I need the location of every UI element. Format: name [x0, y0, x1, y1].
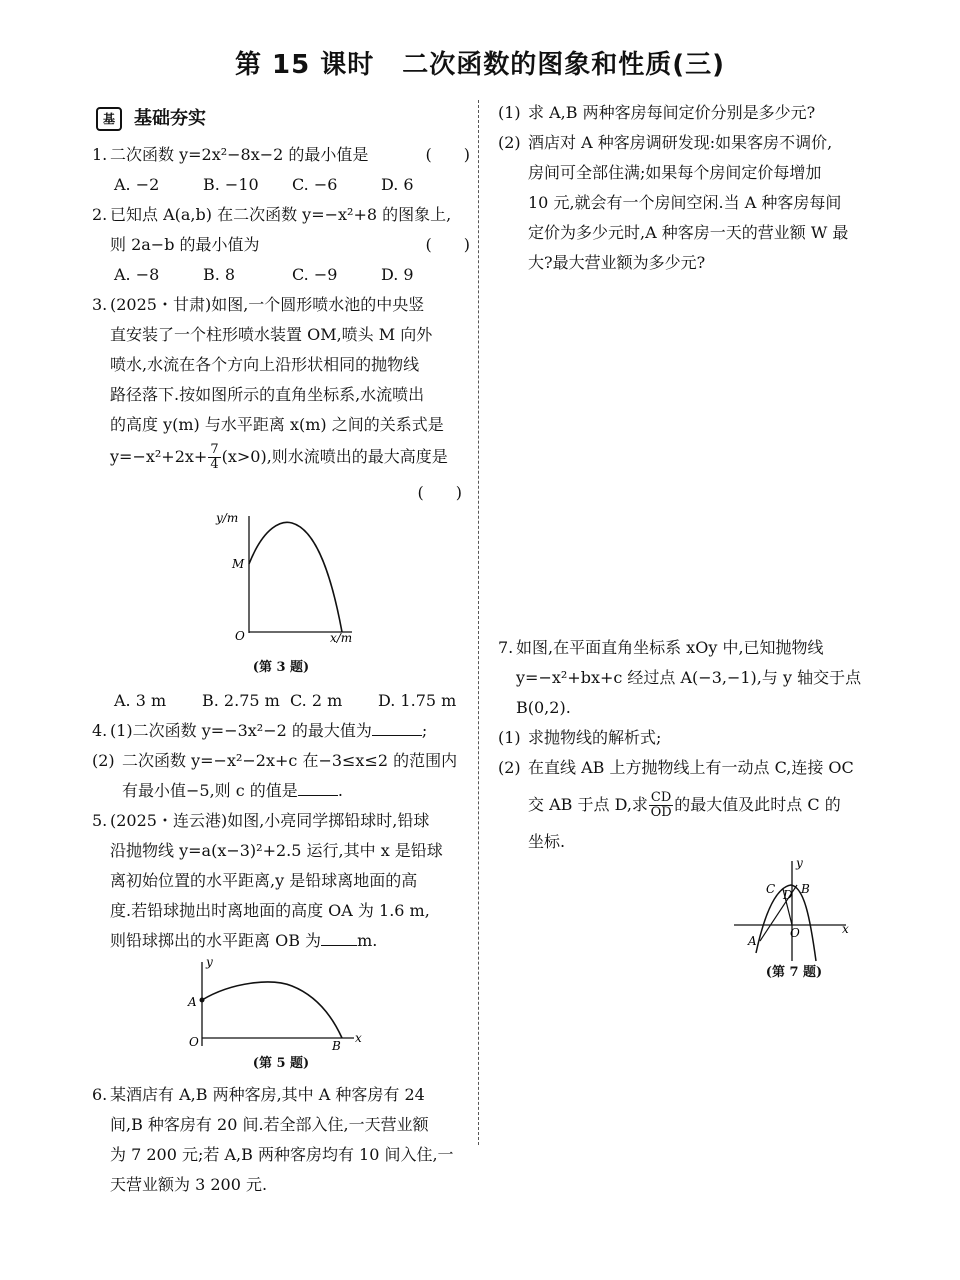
question-text: 度.若铅球抛出时离地面的高度 OA 为 1.6 m,	[110, 901, 430, 920]
question-text: 10 元,就会有一个房间空闲.当 A 种客房每间	[528, 193, 842, 212]
section-heading	[96, 104, 470, 134]
formula-line: y=−x²+2x+ $\frac{7}{4}$ (x>0),则水流喷出的最大高度是	[110, 442, 448, 472]
point-a-label: A	[748, 934, 757, 948]
origin-label: O	[235, 629, 245, 643]
option-d: D. 1.75 m	[378, 691, 457, 710]
question-7	[498, 633, 870, 723]
question-text: 二次函数 y=−x²−2x+c 在−3≤x≤2 的范围内	[122, 751, 458, 770]
page-title	[0, 44, 960, 81]
section-badge-icon: 基	[96, 107, 122, 131]
part-number: (2)	[92, 751, 115, 770]
origin-label: O	[790, 926, 800, 940]
part-number: (2)	[498, 133, 521, 152]
option-d: D. 9	[381, 265, 414, 284]
question-text: 沿抛物线 y=a(x−3)²+2.5 运行,其中 x 是铅球	[110, 841, 443, 860]
figure-5-graph	[92, 956, 470, 1054]
point-c-label: C	[766, 882, 776, 896]
fraction: $\frac{7}{4}$	[210, 442, 219, 472]
figure-7-caption: (第 7 题)	[765, 965, 823, 980]
right-column	[498, 98, 870, 983]
point-b-label: B	[332, 1039, 341, 1053]
section-label: 基础夯实	[134, 108, 206, 129]
option-b: B. 8	[203, 265, 236, 284]
question-text: 在直线 AB 上方抛物线上有一动点 C,连接 OC	[528, 758, 854, 777]
figure-3-graph	[92, 508, 470, 658]
question-text: 的高度 y(m) 与水平距离 x(m) 之间的关系式是	[110, 415, 444, 434]
question-text: 路径落下.按如图所示的直角坐标系,水流喷出	[110, 385, 425, 404]
question-2	[92, 200, 470, 260]
question-text: (1)二次函数 y=−3x²−2 的最大值为	[110, 721, 372, 740]
question-7-part-2	[498, 753, 870, 857]
figure-5-caption: (第 5 题)	[252, 1056, 310, 1071]
question-number: 4.	[92, 721, 108, 740]
question-number: 5.	[92, 811, 108, 830]
question-number: 2.	[92, 205, 108, 224]
question-text: B(0,2).	[516, 698, 571, 717]
question-1-options	[92, 170, 470, 200]
question-text: 离初始位置的水平距离,y 是铅球离地面的高	[110, 871, 418, 890]
question-text: 则铅球掷出的水平距离 OB 为	[110, 931, 322, 950]
question-7-part-1	[498, 723, 870, 753]
question-text: 大?最大营业额为多少元?	[528, 253, 706, 272]
question-text: 求 A,B 两种客房每间定价分别是多少元?	[528, 103, 816, 122]
question-3	[92, 290, 470, 508]
figure-7-graph	[498, 857, 870, 963]
point-d-label: D	[783, 888, 793, 902]
question-6	[92, 1080, 470, 1200]
question-4-part-2: (2) 二次函数 y=−x²−2x+c 在−3≤x≤2 的范围内 有最小值−5,则 c 的值是 .	[92, 746, 470, 806]
question-number: 1.	[92, 145, 108, 164]
answer-space	[498, 278, 870, 633]
fraction-line: 交 AB 于点 D,求 $\frac{CD}{OD}$ 的最大值及此时点 C 的	[528, 790, 841, 820]
question-number: 3.	[92, 295, 108, 314]
question-text: 某酒店有 A,B 两种客房,其中 A 种客房有 24	[110, 1085, 425, 1104]
question-text: 二次函数 y=2x²−8x−2 的最小值是	[110, 145, 369, 164]
option-a: A. 3 m	[114, 691, 167, 710]
question-text: 有最小值−5,则 c 的值是	[122, 781, 298, 800]
question-text: 间,B 种客房有 20 间.若全部入住,一天营业额	[110, 1115, 429, 1134]
question-text: 酒店对 A 种客房调研发现:如果客房不调价,	[528, 133, 833, 152]
lesson-number: 第 15 课时	[234, 50, 375, 80]
point-m-label: M	[232, 557, 245, 571]
option-d: D. 6	[381, 175, 414, 194]
question-6-part-1	[498, 98, 870, 128]
question-5: 5. (2025・连云港)如图,小亮同学掷铅球时,铅球 沿抛物线 y=a(x−3)²+2.5 运行,其中 x 是铅球 离初始位置的水平距离,y 是铅球离地面的高 度.若铅球抛出时离地面的高度 OA 为 1.6 m, 则铅球掷出的水平距离 OB 为 m.	[92, 806, 470, 956]
y-axis-label: y/m	[216, 511, 239, 525]
option-a: A. −2	[114, 175, 160, 194]
question-text: 如图,在平面直角坐标系 xOy 中,已知抛物线	[516, 638, 824, 657]
question-text: 喷水,水流在各个方向上沿形状相同的抛物线	[110, 355, 420, 374]
answer-blank[interactable]	[321, 929, 357, 946]
figure-5	[92, 956, 470, 1054]
question-text: 已知点 A(a,b) 在二次函数 y=−x²+8 的图象上,	[110, 205, 452, 224]
question-2-options	[92, 260, 470, 290]
question-3-options	[92, 686, 470, 716]
answer-blank[interactable]	[372, 719, 422, 736]
figure-7	[498, 857, 870, 963]
figure-3-caption: (第 3 题)	[252, 660, 310, 675]
y-axis-label: y	[796, 857, 803, 870]
option-c: C. −6	[292, 175, 338, 194]
question-6-part-2	[498, 128, 870, 278]
point-a-label: A	[188, 995, 197, 1009]
question-text: 房间可全部住满;如果每个房间定价每增加	[528, 163, 822, 182]
fraction: $\frac{CD}{OD}$	[650, 790, 672, 820]
column-divider	[478, 100, 479, 1145]
question-number: 7.	[498, 638, 514, 657]
y-axis-label: y	[206, 956, 213, 969]
option-b: B. 2.75 m	[202, 691, 280, 710]
question-text: (2025・连云港)如图,小亮同学掷铅球时,铅球	[110, 811, 430, 830]
origin-label: O	[189, 1035, 199, 1049]
question-text: (2025・甘肃)如图,一个圆形喷水池的中央竖	[110, 295, 425, 314]
part-number: (1)	[498, 728, 521, 747]
x-axis-label: x	[355, 1031, 362, 1045]
part-number: (1)	[498, 103, 521, 122]
question-text: 为 7 200 元;若 A,B 两种客房均有 10 间入住,一	[110, 1145, 454, 1164]
x-axis-label: x/m	[330, 631, 353, 645]
point-a-dot	[200, 998, 205, 1003]
option-c: C. 2 m	[290, 691, 343, 710]
question-text: y=−x²+bx+c 经过点 A(−3,−1),与 y 轴交于点	[516, 668, 862, 687]
option-b: B. −10	[203, 175, 259, 194]
x-axis-label: x	[842, 922, 849, 936]
left-column	[92, 102, 470, 1200]
answer-bracket: ( )	[425, 145, 470, 164]
question-1	[92, 140, 470, 170]
question-text: 则 2a−b 的最小值为	[110, 235, 260, 254]
figure-3	[92, 508, 470, 658]
answer-bracket: ( )	[425, 235, 470, 254]
parabola-curve	[249, 522, 342, 632]
question-text: 坐标.	[528, 832, 566, 851]
part-number: (2)	[498, 758, 521, 777]
question-number: 6.	[92, 1085, 108, 1104]
question-text: 天营业额为 3 200 元.	[110, 1175, 268, 1194]
trajectory-curve	[202, 982, 342, 1038]
lesson-topic: 二次函数的图象和性质(三)	[402, 50, 726, 80]
answer-bracket: ( )	[417, 483, 462, 502]
question-text: 直安装了一个柱形喷水装置 OM,喷头 M 向外	[110, 325, 433, 344]
answer-blank[interactable]	[298, 779, 338, 796]
question-4: 4. (1)二次函数 y=−3x²−2 的最大值为 ;	[92, 716, 470, 746]
point-b-label: B	[801, 882, 810, 896]
question-text: 定价为多少元时,A 种客房一天的营业额 W 最	[528, 223, 849, 242]
question-text: 求抛物线的解析式;	[528, 728, 662, 747]
option-c: C. −9	[292, 265, 338, 284]
option-a: A. −8	[114, 265, 160, 284]
